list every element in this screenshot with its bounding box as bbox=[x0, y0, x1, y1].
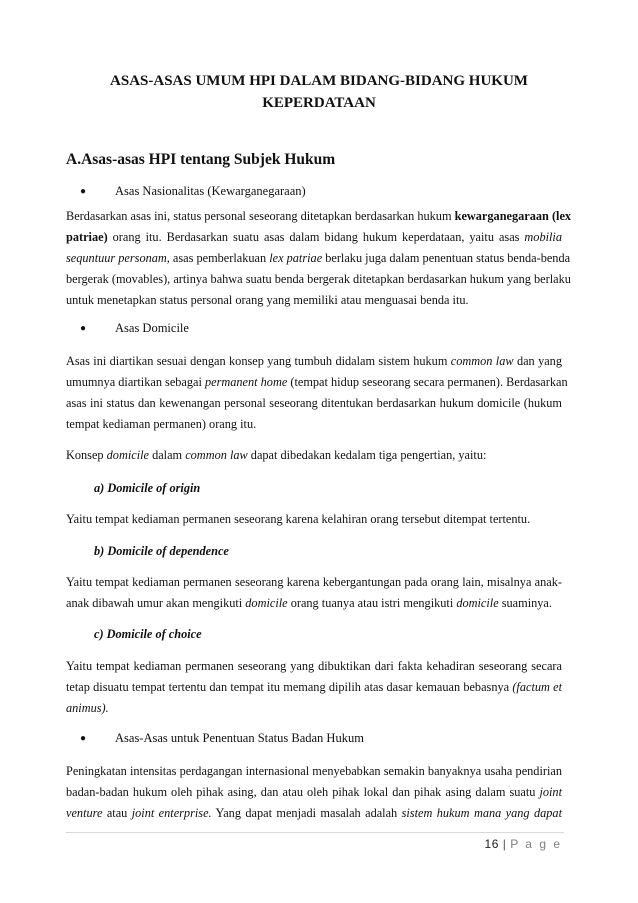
text-line: Asas ini diartikan sesuai dengan konsep yang tumbuh didalam sistem hukum common law dan yang bbox=[66, 354, 562, 368]
text-line: venture atau joint enterprise. Yang dapat menjadi masalah adalah sistem hukum mana yang dapat bbox=[66, 806, 562, 820]
page-number-separator: | bbox=[502, 837, 507, 851]
bullet-label: Asas-Asas untuk Penentuan Status Badan Hukum bbox=[115, 731, 364, 745]
paragraph-domicile bbox=[66, 351, 568, 435]
text-line: tempat kediaman permanen) orang itu. bbox=[66, 417, 257, 431]
paragraph-nationality bbox=[66, 206, 572, 311]
text-line: Peningkatan intensitas perdagangan internasional menyebabkan semakin banyaknya usaha pendirian bbox=[66, 764, 562, 778]
page-number-value: 16 bbox=[484, 837, 499, 851]
text-line: Yaitu tempat kediaman permanen seseorang karena kelahiran orang tersebut ditempat tertentu. bbox=[66, 512, 531, 526]
text-line: Konsep domicile dalam common law dapat dibedakan kedalam tiga pengertian, yaitu: bbox=[66, 448, 487, 462]
text-line: animus). bbox=[66, 701, 109, 715]
bullet-label: Asas Domicile bbox=[115, 321, 189, 335]
text-line: Berdasarkan asas ini, status personal seseorang ditetapkan berdasarkan hukum kewarganegaraan (lex bbox=[66, 209, 572, 223]
subheading-domicile-origin: a) Domicile of origin bbox=[94, 481, 201, 495]
subheading-domicile-choice: c) Domicile of choice bbox=[94, 627, 202, 641]
bullet-dot-icon: ● bbox=[80, 733, 87, 744]
bullet-legal-entity bbox=[80, 731, 364, 746]
bullet-nationality bbox=[80, 184, 306, 199]
title-line-2: KEPERDATAAN bbox=[262, 95, 376, 111]
text-line: bergerak (movables), artinya bahwa suatu benda bergerak ditetapkan berdasarkan hukum yang berlaku bbox=[66, 272, 571, 286]
subheading-domicile-dependence: b) Domicile of dependence bbox=[94, 544, 229, 558]
title-line-1: ASAS-ASAS UMUM HPI DALAM BIDANG-BIDANG HUKUM bbox=[110, 73, 528, 89]
text-line: untuk menetapkan status personal orang yang memiliki atau menguasai benda itu. bbox=[66, 293, 469, 307]
text-line: tetap disuatu tempat tertentu dan tempat itu memang dipilih atas dasar kemauan bebasnya (factum et bbox=[66, 680, 562, 694]
text-line: umumnya diartikan sebagai permanent home (tempat hidup seseorang secara permanen). Berdasarkan bbox=[66, 375, 568, 389]
bullet-domicile bbox=[80, 321, 189, 336]
document-title bbox=[70, 70, 568, 114]
page-number bbox=[485, 837, 562, 851]
page-label: P a g e bbox=[510, 837, 562, 851]
paragraph-legal-entity bbox=[66, 761, 562, 824]
text-line: patriae) orang itu. Berdasarkan suatu asas dalam bidang hukum keperdataan, yaitu asas mobilia bbox=[66, 230, 562, 244]
paragraph-choice bbox=[66, 656, 562, 719]
bullet-label: Asas Nasionalitas (Kewarganegaraan) bbox=[115, 184, 306, 198]
paragraph-origin bbox=[66, 509, 562, 530]
text-line: asas ini status dan kewenangan personal seseorang ditentukan berdasarkan hukum domicile (hukum bbox=[66, 396, 562, 410]
section-heading: A.Asas-asas HPI tentang Subjek Hukum bbox=[66, 151, 336, 168]
text-line: Yaitu tempat kediaman permanen seseorang yang dibuktikan dari fakta kehadiran seseorang secara bbox=[66, 659, 562, 673]
bullet-dot-icon: ● bbox=[80, 186, 87, 197]
text-line: sequntuur personam, asas pemberlakuan lex patriae berlaku juga dalam penentuan status benda-benda bbox=[66, 251, 571, 265]
bullet-dot-icon: ● bbox=[80, 323, 87, 334]
footer-divider bbox=[66, 832, 564, 833]
text-line: Yaitu tempat kediaman permanen seseorang karena kebergantungan pada orang lain, misalnya anak- bbox=[66, 575, 562, 589]
paragraph-dependence bbox=[66, 572, 562, 614]
text-line: badan-badan hukum oleh pihak asing, dan atau oleh pihak lokal dan pihak asing dalam suatu joint bbox=[66, 785, 562, 799]
paragraph-concept bbox=[66, 445, 562, 466]
text-line: anak dibawah umur akan mengikuti domicile orang tuanya atau istri mengikuti domicile suaminya. bbox=[66, 596, 552, 610]
